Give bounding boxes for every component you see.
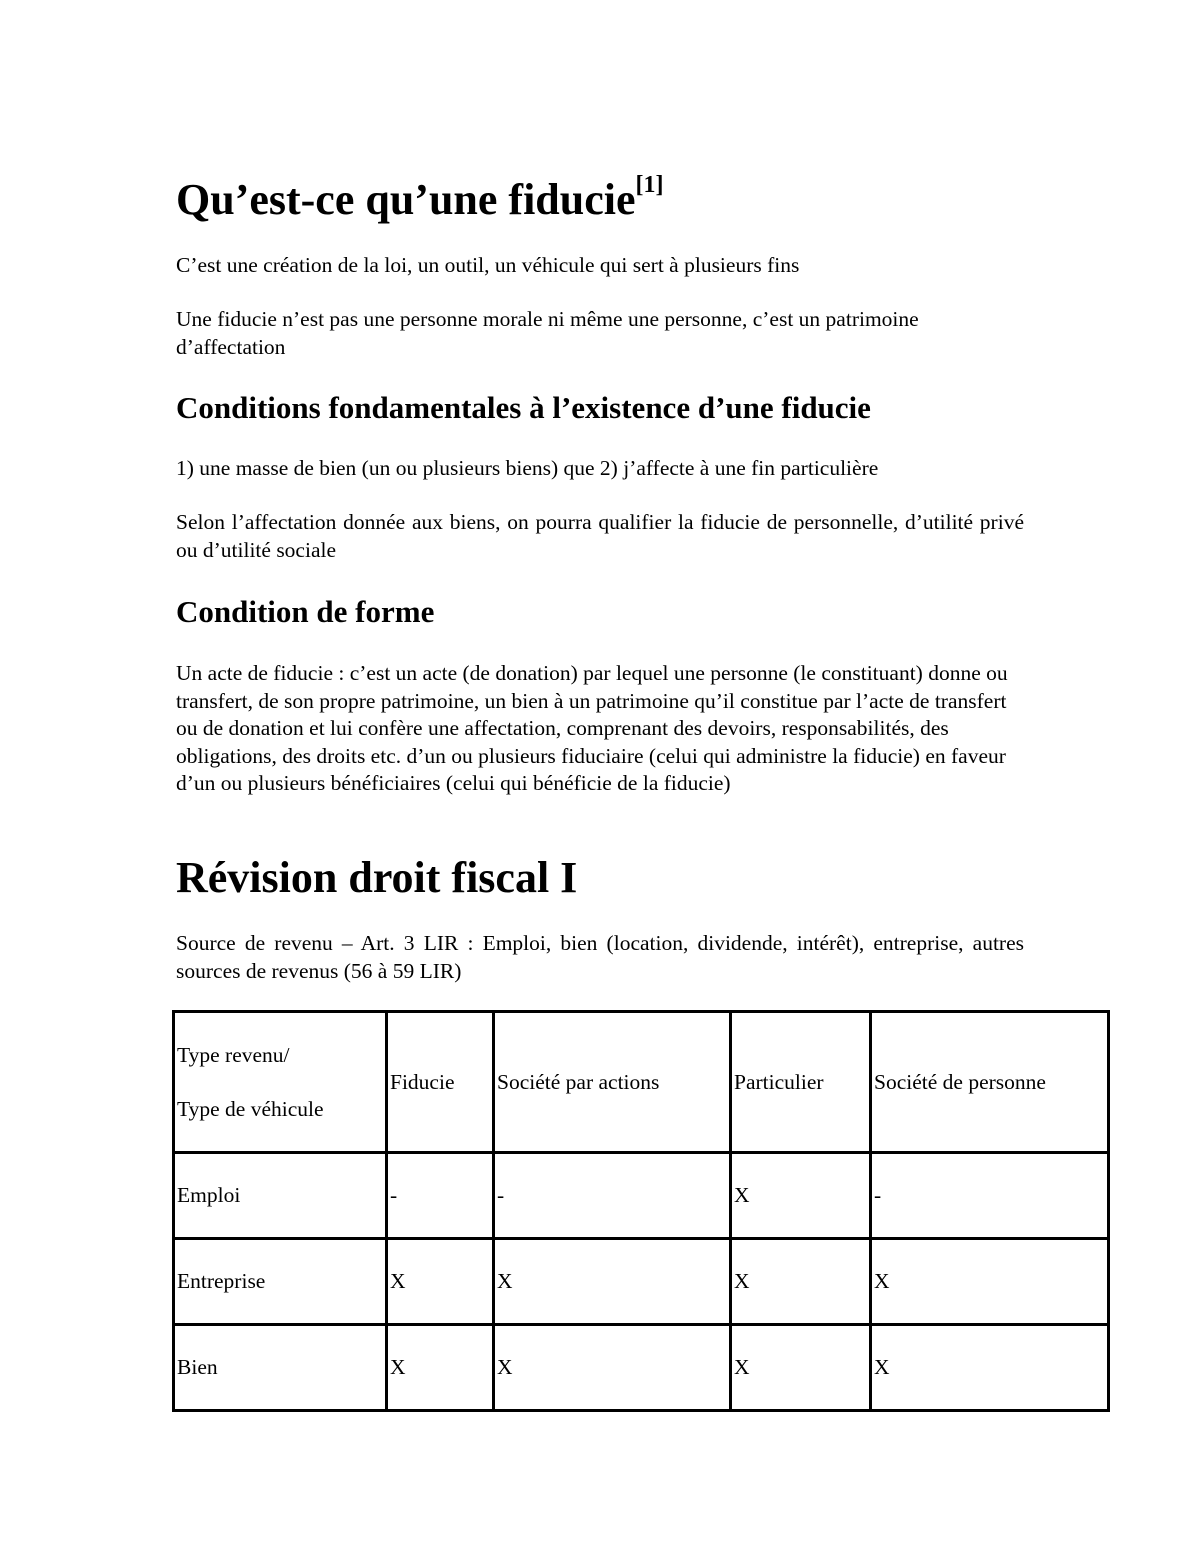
intro-paragraph-2: Une fiducie n’est pas une personne morale ni même une personne, c’est un patrimoine d’affectation [176,307,919,359]
table-header-cell: Société de personne [871,1012,1109,1153]
table-row-label: Entreprise [174,1239,387,1325]
table-cell: X [494,1239,731,1325]
table-header-cell-type [174,1012,387,1153]
table-cell: X [387,1325,494,1411]
table-header-row [174,1012,1109,1153]
table-header-cell: Fiducie [387,1012,494,1153]
table-cell: X [731,1239,871,1325]
table-cell: X [731,1153,871,1239]
table-cell: X [871,1239,1109,1325]
table-header-cell: Particulier [731,1012,871,1153]
table-cell: - [387,1153,494,1239]
header-type-vehicule: Type de véhicule [177,1096,324,1121]
page-title [176,172,664,225]
table-cell: X [494,1325,731,1411]
intro-paragraph-1: C’est une création de la loi, un outil, un véhicule qui sert à plusieurs fins [176,253,800,277]
table-cell: - [494,1153,731,1239]
table-header-cell: Société par actions [494,1012,731,1153]
section-heading-forme: Condition de forme [176,594,435,629]
page-title-text: Qu’est-ce qu’une fiducie [176,175,636,224]
section-heading-conditions: Conditions fondamentales à l’existence d’une fiducie [176,390,871,425]
table-row-label: Emploi [174,1153,387,1239]
table-row [174,1325,1109,1411]
table-row [174,1239,1109,1325]
revision-paragraph: Source de revenu – Art. 3 LIR : Emploi, bien (location, dividende, intérêt), entreprise, autres sources de revenus (56 à 59 LIR) [176,931,1024,983]
conditions-paragraph-2: Selon l’affectation donnée aux biens, on pourra qualifier la fiducie de personnelle, d’utilité privé ou d’utilité sociale [176,510,1024,562]
table-row [174,1153,1109,1239]
header-type-revenu: Type revenu/ [177,1042,290,1067]
table-cell: X [387,1239,494,1325]
table-cell: X [731,1325,871,1411]
conditions-paragraph-1: 1) une masse de bien (un ou plusieurs biens) que 2) j’affecte à une fin particulière [176,456,879,480]
table-row-label: Bien [174,1325,387,1411]
heading-revision: Révision droit fiscal I [176,853,578,902]
footnote-link[interactable]: [1] [635,172,664,198]
forme-paragraph: Un acte de fiducie : c’est un acte (de donation) par lequel une personne (le constituant) donne ou transfert, de son propre patrimoine, un bien à un patrimoine qu’il constitue par l’acte de transfert ou de donation et lui confère une affectation, comprenant des devoirs, responsabilités, des obligations, des droits etc. d’un ou plusieurs fiduciaire (celui qui administre la fiducie) en faveur d’un ou plusieurs bénéficiaires (celui qui bénéficie de la fiducie) [176,661,1008,795]
income-type-table [172,1010,1110,1412]
table-cell: - [871,1153,1109,1239]
table-cell: X [871,1325,1109,1411]
